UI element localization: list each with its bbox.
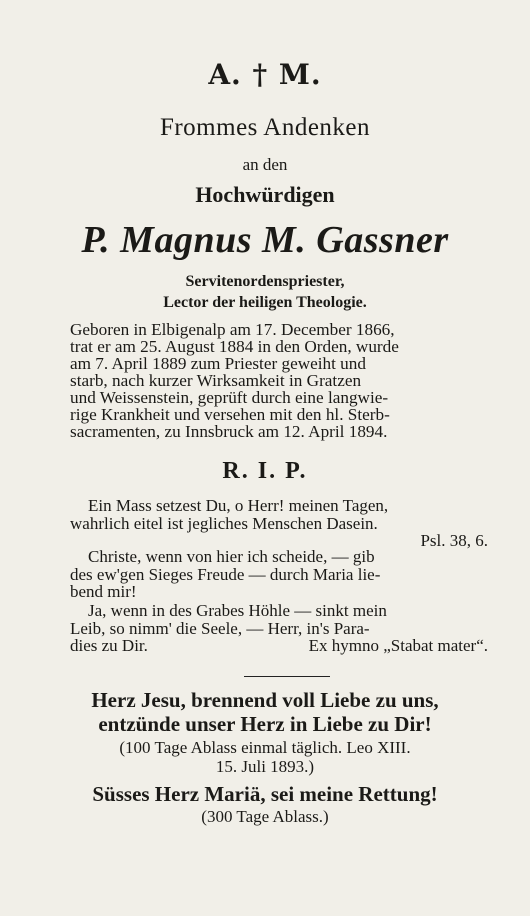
biography-line: Geboren in Elbigenalp am 17. December 1866, <box>70 320 395 339</box>
biography-line: starb, nach kurzer Wirksamkeit in Gratzen <box>70 371 362 390</box>
honorific-text: Hochwürdigen <box>195 182 335 207</box>
divider-rule <box>244 676 330 677</box>
psalm-verse <box>70 497 502 550</box>
indulgence-note-1 <box>0 738 530 776</box>
monogram-header: A. † M. <box>208 58 322 91</box>
verse-line: bend mir! <box>70 582 137 602</box>
role-line-2: Lector der heiligen Theologie. <box>163 294 367 311</box>
hymn-verse-2 <box>70 602 502 655</box>
prayer-line: entzünde unser Herz in Liebe zu Dir! <box>98 712 432 736</box>
mary-prayer: Süsses Herz Mariä, sei meine Rettung! <box>92 782 438 806</box>
verse-line: wahrlich eitel ist jegliches Menschen Dasein. <box>70 513 378 533</box>
verse-line: des ew'gen Sieges Freude — durch Maria lie- <box>70 564 381 584</box>
role-line-1: Servitenordenspriester, <box>185 273 345 290</box>
hymn-verse-1 <box>70 548 502 601</box>
biography-paragraph <box>70 321 502 440</box>
verse-line: Christe, wenn von hier ich scheide, — gib <box>88 547 375 566</box>
biography-line: trat er am 25. August 1884 in den Orden, wurde <box>70 337 399 356</box>
verse-citation: Psl. 38, 6. <box>420 531 488 551</box>
hymn-source: Ex hymno „Stabat mater“. <box>308 636 488 656</box>
prayer-line: Herz Jesu, brennend voll Liebe zu uns, <box>91 688 439 712</box>
card-title: Frommes Andenken <box>159 114 371 141</box>
biography-line: und Weissenstein, geprüft durch eine langwie- <box>70 388 389 407</box>
rip-heading: R. I. P. <box>222 458 308 484</box>
verse-line-left: dies zu Dir. <box>70 636 148 656</box>
verse-line: Ein Mass setzest Du, o Herr! meinen Tagen, <box>88 496 389 515</box>
verse-line: Leib, so nimm' die Seele, — Herr, in's Para- <box>70 618 370 638</box>
deceased-name: P. Magnus M. Gassner <box>81 219 449 261</box>
verse-line: Ja, wenn in des Grabes Höhle — sinkt mein <box>88 601 387 620</box>
indulgence-line: (100 Tage Ablass einmal täglich. Leo XIII. <box>119 738 411 757</box>
indulgence-note-2: (300 Tage Ablass.) <box>201 807 329 826</box>
biography-line: rige Krankheit und versehen mit den hl. Sterb- <box>70 405 390 424</box>
an-den-text: an den <box>242 155 288 174</box>
sacred-heart-prayer <box>0 688 530 736</box>
verse-line <box>70 637 502 655</box>
indulgence-line: 15. Juli 1893.) <box>215 757 315 776</box>
biography-line: sacramenten, zu Innsbruck am 12. April 1894. <box>70 422 388 441</box>
biography-line: am 7. April 1889 zum Priester geweiht und <box>70 354 366 373</box>
